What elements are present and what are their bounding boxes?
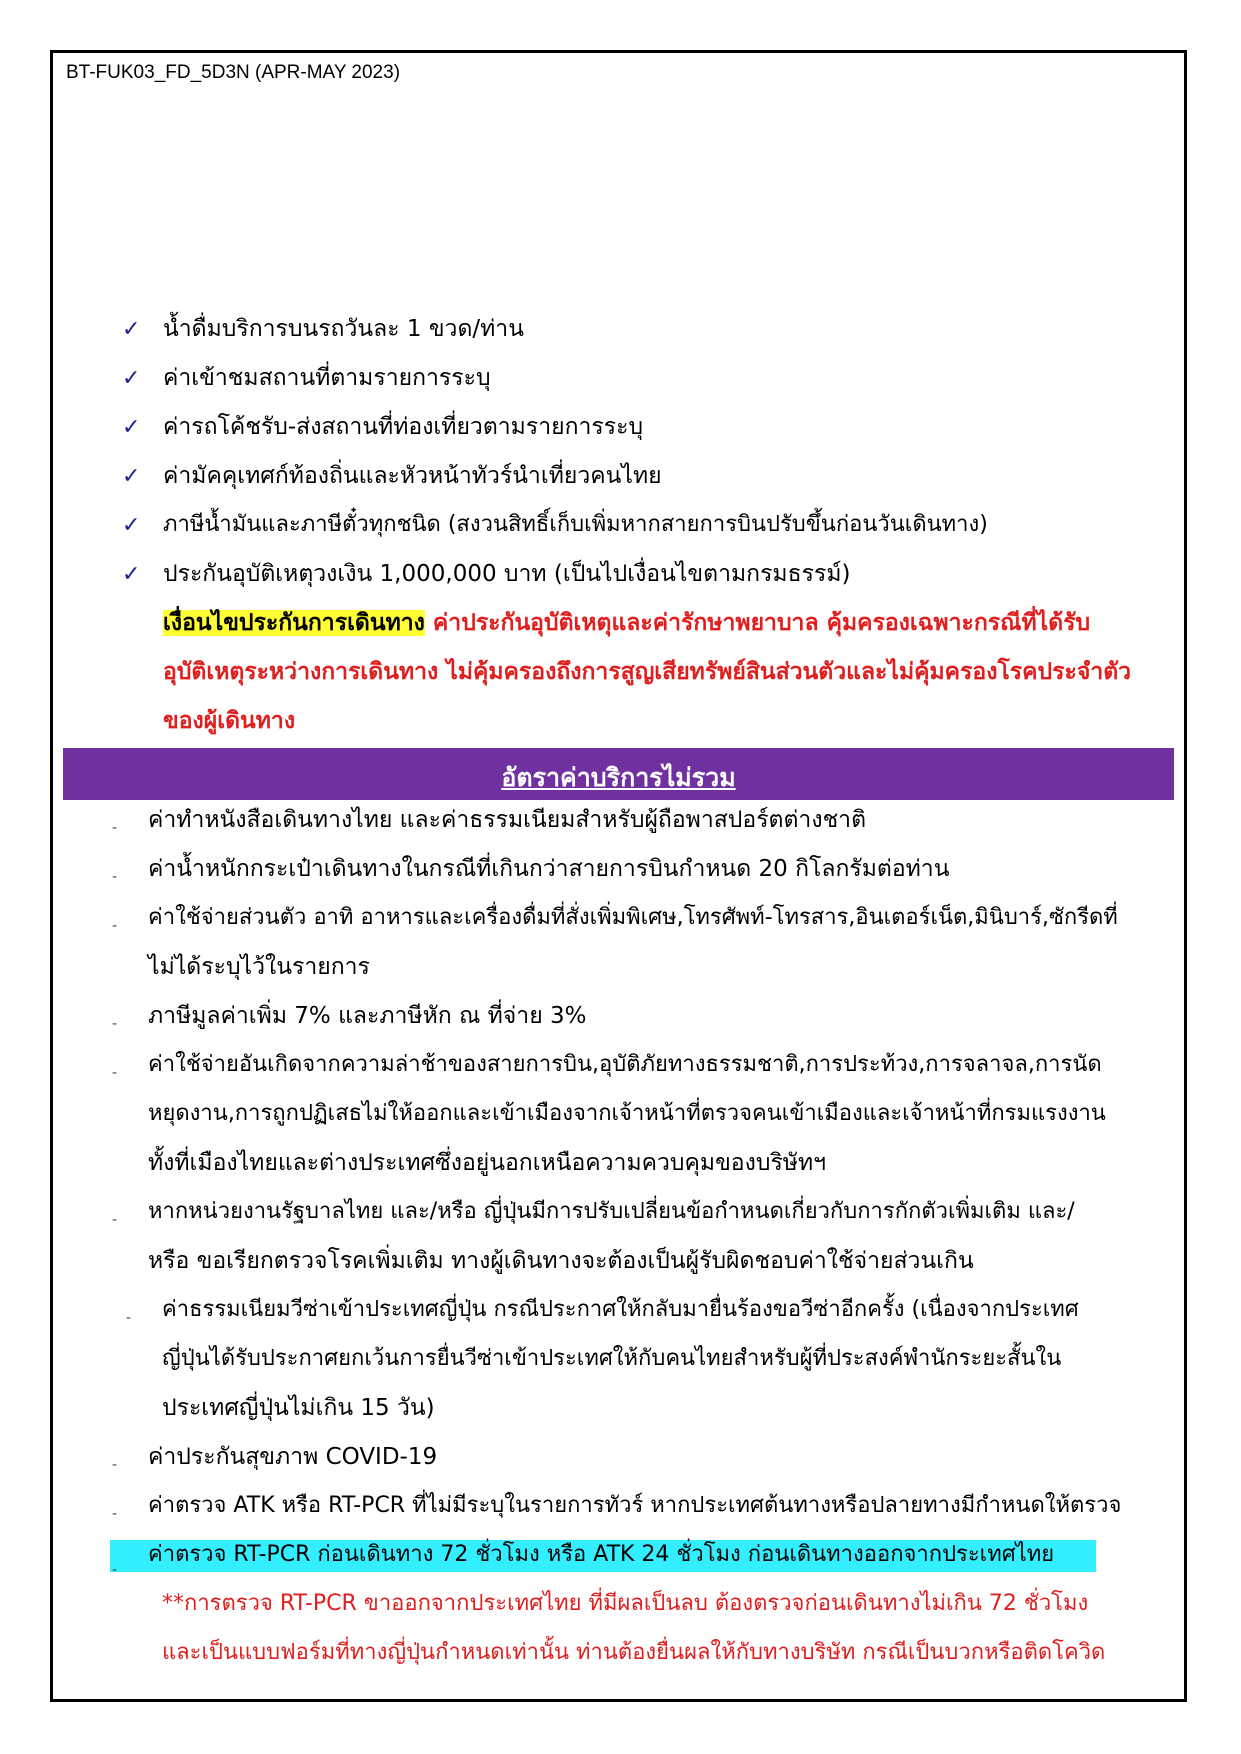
- excluded-item-cont: ทั้งที่เมืองไทยและต่างประเทศซึ่งอยู่นอกเหนือความควบคุมของบริษัทฯ: [148, 1150, 827, 1176]
- included-item: ภาษีน้ำมันและภาษีตั๋วทุกชนิด (สงวนสิทธิ์เก็บเพิ่มหากสายการบินปรับขึ้นก่อนวันเดินทาง): [163, 512, 988, 537]
- covid-test-note: **การตรวจ RT-PCR ขาออกจากประเทศไทย ที่มีผลเป็นลบ ต้องตรวจก่อนเดินทางไม่เกิน 72 ชั่วโมง: [162, 1591, 1089, 1616]
- excluded-item: ค่าประกันสุขภาพ COVID-19: [148, 1444, 438, 1470]
- insurance-note-line: [163, 608, 1090, 638]
- insurance-note-line: ของผู้เดินทาง: [163, 708, 296, 734]
- dash-bullet: -: [126, 1310, 132, 1326]
- highlighted-item-text: ค่าตรวจ RT-PCR ก่อนเดินทาง 72 ชั่วโมง หรือ ATK 24 ชั่วโมง ก่อนเดินทางออกจากประเทศไทย: [148, 1542, 1055, 1567]
- excluded-item-cont: ประเทศญี่ปุ่นไม่เกิน 15 วัน): [162, 1395, 435, 1421]
- dash-bullet: -: [112, 918, 118, 934]
- check-icon: ✓: [122, 513, 141, 538]
- excluded-item-cont: ไม่ได้ระบุไว้ในรายการ: [148, 954, 370, 980]
- covid-test-note: และเป็นแบบฟอร์มที่ทางญี่ปุ่นกำหนดเท่านั้น ท่านต้องยื่นผลให้กับทางบริษัท กรณีเป็นบวกหรือติดโควิด: [162, 1640, 1106, 1665]
- dash-bullet: -: [112, 1212, 118, 1228]
- excluded-item-cont: หยุดงาน,การถูกปฏิเสธไม่ให้ออกและเข้าเมืองจากเจ้าหน้าที่ตรวจคนเข้าเมืองและเจ้าหน้าที่กรมแรงงาน: [148, 1101, 1106, 1126]
- check-icon: ✓: [122, 415, 141, 440]
- dash-bullet: -: [112, 1016, 118, 1032]
- check-icon: ✓: [122, 562, 141, 587]
- excluded-item: ค่าธรรมเนียมวีซ่าเข้าประเทศญี่ปุ่น กรณีประกาศให้กลับมายื่นร้องขอวีซ่าอีกครั้ง (เนื่องจากประเทศ: [162, 1297, 1079, 1322]
- included-item: ประกันอุบัติเหตุวงเงิน 1,000,000 บาท (เป็นไปเงื่อนไขตามกรมธรรม์): [163, 561, 851, 587]
- included-item: ค่ามัคคุเทศก์ท้องถิ่นและหัวหน้าทัวร์นำเที่ยวคนไทย: [163, 463, 662, 489]
- excluded-item: หากหน่วยงานรัฐบาลไทย และ/หรือ ญี่ปุ่นมีการปรับเปลี่ยนข้อกำหนดเกี่ยวกับการกักตัวเพิ่มเติม และ/: [148, 1199, 1075, 1224]
- excluded-item: ค่าใช้จ่ายอันเกิดจากความล่าช้าของสายการบิน,อุบัติภัยทางธรรมชาติ,การประท้วง,การจลาจล,การนัด: [148, 1052, 1102, 1077]
- check-icon: ✓: [122, 464, 141, 489]
- dash-bullet: -: [112, 820, 118, 836]
- insurance-note-text: ค่าประกันอุบัติเหตุและค่ารักษาพยาบาล คุ้มครองเฉพาะกรณีที่ได้รับ: [424, 610, 1091, 636]
- insurance-note-highlight: เงื่อนไขประกันการเดินทาง: [163, 610, 425, 636]
- dash-bullet: -: [112, 869, 118, 885]
- insurance-note-line: อุบัติเหตุระหว่างการเดินทาง ไม่คุ้มครองถึงการสูญเสียทรัพย์สินส่วนตัวและไม่คุ้มครองโรคประจำตัว: [163, 659, 1132, 685]
- highlighted-item: [110, 1540, 1096, 1578]
- check-icon: ✓: [122, 366, 141, 391]
- section-title: อัตราค่าบริการไม่รวม: [501, 763, 736, 792]
- included-item: ค่ารถโค้ชรับ-ส่งสถานที่ท่องเที่ยวตามรายการระบุ: [163, 414, 644, 440]
- dash-bullet: -: [112, 1065, 118, 1081]
- excluded-item-cont: หรือ ขอเรียกตรวจโรคเพิ่มเติม ทางผู้เดินทางจะต้องเป็นผู้รับผิดชอบค่าใช้จ่ายส่วนเกิน: [148, 1248, 974, 1274]
- excluded-item-cont: ญี่ปุ่นได้รับประกาศยกเว้นการยื่นวีซ่าเข้าประเทศให้กับคนไทยสำหรับผู้ที่ประสงค์พำนักระยะสั้นใน: [162, 1346, 1062, 1371]
- dash-bullet: -: [112, 1506, 118, 1522]
- dash-bullet: -: [112, 1562, 118, 1578]
- excluded-item: ภาษีมูลค่าเพิ่ม 7% และภาษีหัก ณ ที่จ่าย 3%: [148, 1003, 587, 1029]
- excluded-item: ค่าทำหนังสือเดินทางไทย และค่าธรรมเนียมสำหรับผู้ถือพาสปอร์ตต่างชาติ: [148, 807, 867, 833]
- section-header-bar: [63, 748, 1174, 800]
- excluded-item: ค่าน้ำหนักกระเป๋าเดินทางในกรณีที่เกินกว่าสายการบินกำหนด 20 กิโลกรัมต่อท่าน: [148, 856, 950, 882]
- excluded-item: ค่าตรวจ ATK หรือ RT-PCR ที่ไม่มีระบุในรายการทัวร์ หากประเทศต้นทางหรือปลายทางมีกำหนดให้ตรวจ: [148, 1493, 1122, 1518]
- document-code: BT-FUK03_FD_5D3N (APR-MAY 2023): [66, 62, 401, 83]
- included-item: น้ำดื่มบริการบนรถวันละ 1 ขวด/ท่าน: [163, 316, 524, 342]
- check-icon: ✓: [122, 317, 141, 342]
- dash-bullet: -: [112, 1457, 118, 1473]
- included-item: ค่าเข้าชมสถานที่ตามรายการระบุ: [163, 365, 491, 391]
- excluded-item: ค่าใช้จ่ายส่วนตัว อาทิ อาหารและเครื่องดื่มที่สั่งเพิ่มพิเศษ,โทรศัพท์-โทรสาร,อินเตอร์เน็ต,มินิบาร์,ซักรีดที่: [148, 905, 1118, 930]
